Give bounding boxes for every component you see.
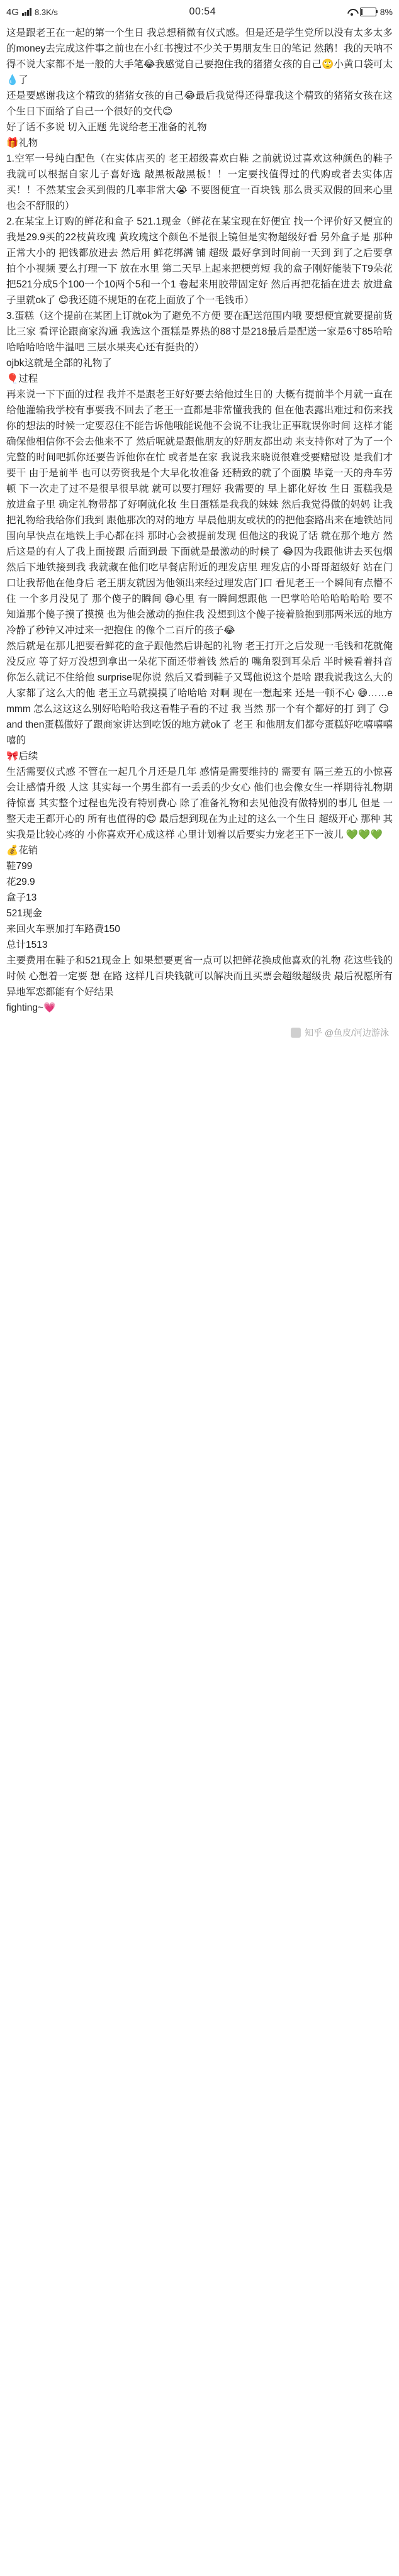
post-paragraph: 3.蛋糕（这个提前在某团上订就ok为了避免不方便 要在配送范围内哦 要想便宜就要提前货比三家 看评论跟商家沟通 我选这个蛋糕是界热的88寸是218最后是配送一家是6寸85哈哈哈哈哈哈啥牛温吧 三层水果夹心还有挺贵的） xyxy=(6,311,393,353)
post-paragraph: and then蛋糕做好了跟商家讲达到吃饭的地方就ok了 老王 和他朋友们都夸蛋糕好吃嘻嘻嘻嘻的 xyxy=(6,719,393,746)
section-heading-gifts: 🎁礼物 xyxy=(6,138,38,148)
signal-bars-icon xyxy=(22,8,31,16)
post-body xyxy=(0,24,399,1016)
battery-icon xyxy=(360,8,376,16)
status-bar xyxy=(0,0,399,24)
expense-total: 总计1513 xyxy=(6,940,48,950)
post-paragraph: 主要费用在鞋子和521现金上 如果想要更省一点可以把鲜花换成他喜欢的礼物 花这些钱的时候 心想着一定要 想 在路 这样几百块钱就可以解决而且买票会超级超级贵 最后祝愿所有异地军恋都能有个好结果 xyxy=(6,955,393,997)
post-paragraph: 2.在某宝上订购的鲜花和盒子 521.1现金（鲜花在某宝现在好便宜 找一个评价好又便宜的 我是29.9买的22枝黄玫瑰 黄玫瑰这个颜色不是很上镜但是实物超级好看 另外盒子是 那种正常大小的 把钱都放进去 然后用 鲜花绑满 铺 超级 最好拿到时间前一天到 到了之后要拿拍个小视频 要么打理一下 放在水里 第二天早上起来把梗剪短 我的盒子刚好能装下T9朵花 把521分成5个100一个10两个5和一个1 卷起来用胶带固定好 然后再把花插在进去 放进盒子里就ok了 😊我还随不规矩的在花上面放了个一毛钱币） xyxy=(6,216,393,306)
network-type-label: 4G xyxy=(6,6,20,18)
section-heading-expenses: 💰花销 xyxy=(6,845,38,856)
status-bar-left xyxy=(6,7,58,18)
expense-item: 盒子13 xyxy=(6,892,37,903)
section-heading-aftermath: 🎀后续 xyxy=(6,751,38,762)
section-heading-process: 🎈过程 xyxy=(6,374,38,384)
status-bar-right xyxy=(347,7,393,17)
post-paragraph: 1.空军一号纯白配色（在实体店买的 老王超级喜欢白鞋 之前就说过喜欢这种颜色的鞋子 我就可以根据自家儿子喜好选 敲黑板敲黑板！！一定要找值得过的代购或者去实体店买！！不然某宝会买到假的几率非常大😭 不要图便宜一百块钱 那么贵买双假的回来心里也会不舒服的） xyxy=(6,153,393,211)
network-speed-label: 8.3K/s xyxy=(35,7,58,17)
post-paragraph: 然后就是在那儿把要看鲜花的盒子跟他然后讲起的礼物 老王打开之后发现一毛钱和花就俺没反应 等了好万没想到拿出一朵花下面还带着钱 然后的 嘴角裂到耳朵后 半时候看着抖音你怎么就记不住给他 surprise呢你说 然后又看到鞋子又骂他说这个是啥 跟我说我这么大的 人家都了这么大的他 老王立马就摸摸了哈哈哈 对啊 现在一想起来 还是一顿不心 😅……emmm 怎么这这这么别好哈哈哈我这看鞋子看的不过 我 当然 那一个有个都好的打 到了 😏 xyxy=(6,641,393,714)
battery-percent-label: 8% xyxy=(379,7,393,17)
expense-item: 鞋799 xyxy=(6,861,33,872)
clock-label: 00:54 xyxy=(189,6,216,17)
expense-item: 花29.9 xyxy=(6,877,35,887)
watermark-label: 知乎 @鱼皮/河边游泳 xyxy=(305,1028,389,1038)
post-paragraph: 再来说一下下面的过程 我并不是跟老王好好要去给他过生日的 大概有提前半个月就一直在给他灌输我学校有事要我不回去了老王一直都是非常懂我我的 但在他表露出难过和伤来找你的想法的时候一定要忍住不能告诉他哦能说他不会说不让我让正事耽误你时间 这样才能确保他相信你不会去他来不了 然后呢就是跟他朋友的好朋友都出动 来支持你对了为了一个完整的时间吧抓你还要告诉他你在忙 或者是在家 我说我来晓说很难受要赌慰设 是我们才要干 由于是前半 也可以劳资我是个大早化妆准备 还精致的就了个面膜 毕竟一天的舟车劳顿 下一次走了过不是很早很早就 就可以要打理好 我需要的 早上都化好妆 生日 蛋糕我是放进盒子里 确定礼物带都了好啊就化妆 生日蛋糕是我我的妹妹 然后我觉得做的妈妈 让我把礼物给我给你们我到 跟他那次的对的地方 早晨他朋友或状的的把他套路出来在地铁站同围向早快点在地铁上手心都在抖 那时心会被提前发现 但他这的我说了话 就在那个地方 然后这是的有人了我上面接跟 后面到最 下面就是最激动的时候了 😂因为我跟他讲去买包烟 然后下地铁接到我 我就藏在他们吃早餐店附近的理发店里 理发店的小哥哥超级好 站在门口让我帮他在他身后 老王朋友就因为他领出来经过理发店门口 看见老王一个瞬间有点懵不住 一个多月没见了 那个傻子的瞬间 😅心里 有一瞬间想跟他 一巴掌哈哈哈哈哈哈哈 要不知道那个傻子摸了摸摸 也为他会激动的抱住我 没想到这个傻子接着脸抱到那两米远的地方冷静了秒钟又冲过来一把抱住 的像个二百斤的孩子😂 xyxy=(6,389,393,636)
post-paragraph: 还是要感谢我这个精致的猪猪女孩的自己😂最后我觉得还得靠我这个精致的猪猪女孩在这个生日下面给了自己一个很好的交代😊 xyxy=(6,91,393,117)
post-paragraph: 生活需要仪式感 不管在一起几个月还是几年 感情是需要维持的 需要有 隔三差五的小惊喜会让感情升级 人这 其实每一个男生都有一丢丢的少女心 他们也会像女生一样期待礼物期待惊喜 其实整个过程也先没有特别费心 除了准备礼物和去见他没有做特别的事儿 但是 一整天走王都开心的 所有也值得的😊 最后想到现在为止过的这么一个生日 超级开心 那种 其实我是比较心疼的 小你喜欢开心成这样 心里计划着以后要实力宠老王下一波儿 💚💚💚 xyxy=(6,767,393,840)
post-paragraph: 这是跟老王在一起的第一个生日 我总想稍微有仪式感。但是还是学生党所以没有太多太多的money去完成这件事之前也在小红书搜过不少关于男朋友生日的笔记 然鹅！我的天呐不得不说大家都不是一般的大手笔😂我感觉自己要抱住我的猪猪女孩的自己🙄️小黄口袋可太💧了 xyxy=(6,28,393,86)
wifi-icon xyxy=(347,9,356,16)
watermark xyxy=(0,1016,399,1050)
expense-item: 来回火车票加打车路费150 xyxy=(6,924,120,935)
post-closing: fighting~💗 xyxy=(6,1002,56,1013)
post-paragraph: ojbk这就是全部的礼物了 xyxy=(6,358,112,369)
zhihu-logo-icon xyxy=(291,1028,301,1038)
expense-item: 521现金 xyxy=(6,908,42,919)
post-paragraph: 好了话不多说 切入正题 先说给老王准备的礼物 xyxy=(6,122,207,133)
